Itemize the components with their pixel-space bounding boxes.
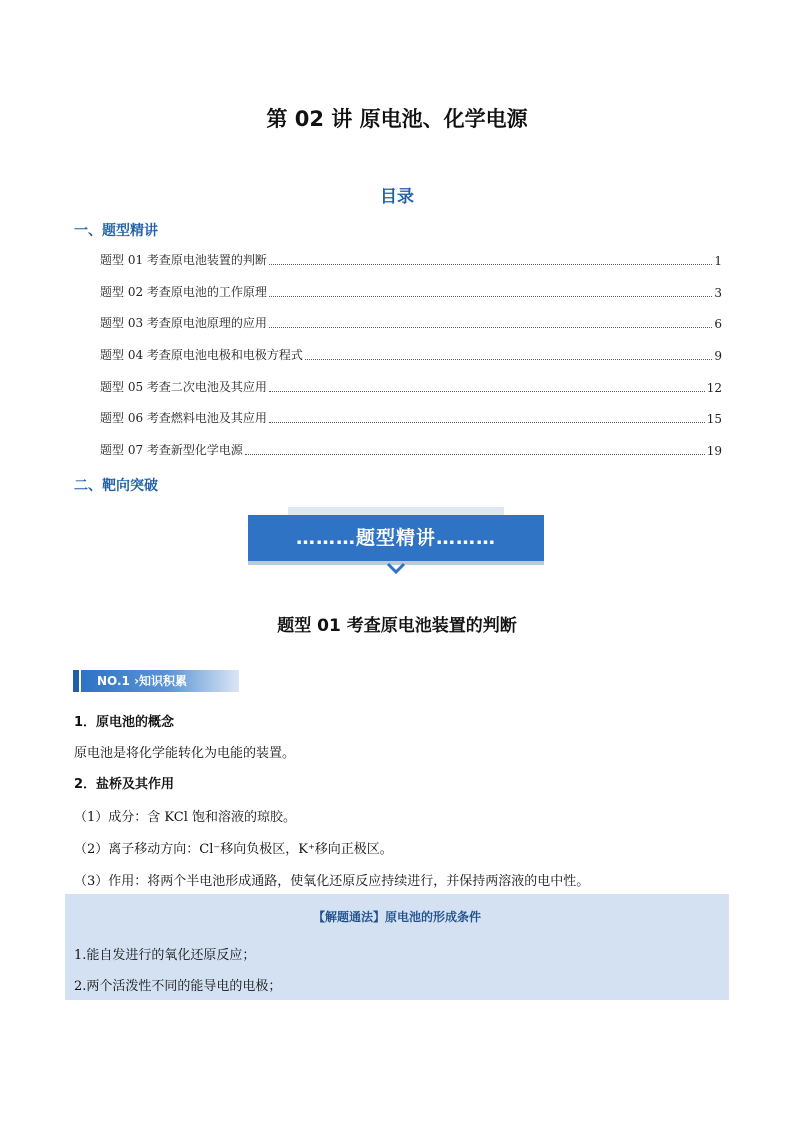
toc-leader-dots [269, 422, 705, 423]
method-box [65, 894, 729, 1000]
paragraph: （2）离子移动方向：Cl⁻移向负极区，K⁺移向正极区。 [74, 842, 393, 857]
toc-leader-dots [245, 454, 705, 455]
method-box-line: 2.两个活泼性不同的能导电的电极； [74, 979, 282, 994]
toc-entry-label: 题型 06 考查燃料电池及其应用 [100, 411, 267, 425]
toc-entry[interactable] [100, 252, 722, 268]
section-heading-2: 二、靶向突破 [74, 478, 158, 494]
paragraph: 原电池是将化学能转化为电能的装置。 [74, 746, 296, 761]
toc-entry[interactable] [100, 410, 722, 426]
toc-leader-dots [269, 391, 705, 392]
section-banner [248, 507, 544, 577]
knowledge-tag [73, 670, 239, 692]
paragraph: （1）成分：含 KCl 饱和溶液的琼胶。 [74, 810, 297, 825]
toc-entry-page: 19 [706, 444, 722, 458]
toc-entry-page: 9 [714, 349, 722, 363]
toc-leader-dots [305, 359, 712, 360]
toc-entry-page: 15 [706, 412, 722, 426]
toc-entry-page: 12 [706, 381, 722, 395]
toc-entry-page: 1 [714, 254, 722, 268]
section-heading-1: 一、题型精讲 [74, 223, 158, 239]
toc-leader-dots [269, 327, 712, 328]
page-title: 第 02 讲 原电池、化学电源 [266, 107, 528, 131]
toc-entry[interactable] [100, 315, 722, 331]
paragraph-heading: 1．原电池的概念 [74, 715, 175, 730]
toc-title: 目录 [380, 187, 414, 207]
paragraph-heading: 2．盐桥及其作用 [74, 777, 175, 792]
method-box-line: 1.能自发进行的氧化还原反应； [74, 948, 256, 963]
toc-entry-page: 3 [714, 286, 722, 300]
tag-label: NO.1 ›知识积累 [81, 670, 239, 692]
toc-entry-label: 题型 03 考查原电池原理的应用 [100, 316, 267, 330]
toc-entry[interactable] [100, 379, 722, 395]
toc-entry[interactable] [100, 442, 722, 458]
tag-accent-bar [73, 670, 79, 692]
chevron-down-icon [386, 561, 406, 575]
question-type-heading: 题型 01 考查原电池装置的判断 [277, 616, 517, 636]
toc-entry-label: 题型 05 考查二次电池及其应用 [100, 380, 267, 394]
toc-entry[interactable] [100, 347, 722, 363]
toc-entry-label: 题型 07 考查新型化学电源 [100, 443, 243, 457]
banner-label: ………题型精讲……… [248, 515, 544, 565]
method-box-title: 【解题通法】原电池的形成条件 [312, 910, 481, 924]
toc-entry-label: 题型 04 考查原电池电极和电极方程式 [100, 348, 303, 362]
toc-leader-dots [269, 296, 712, 297]
toc-entry-page: 6 [714, 317, 722, 331]
toc-entry-label: 题型 02 考查原电池的工作原理 [100, 285, 267, 299]
paragraph: （3）作用：将两个半电池形成通路，使氧化还原反应持续进行，并保持两溶液的电中性。 [74, 874, 590, 889]
toc-leader-dots [269, 264, 712, 265]
toc-entry[interactable] [100, 284, 722, 300]
toc-entry-label: 题型 01 考查原电池装置的判断 [100, 253, 267, 267]
